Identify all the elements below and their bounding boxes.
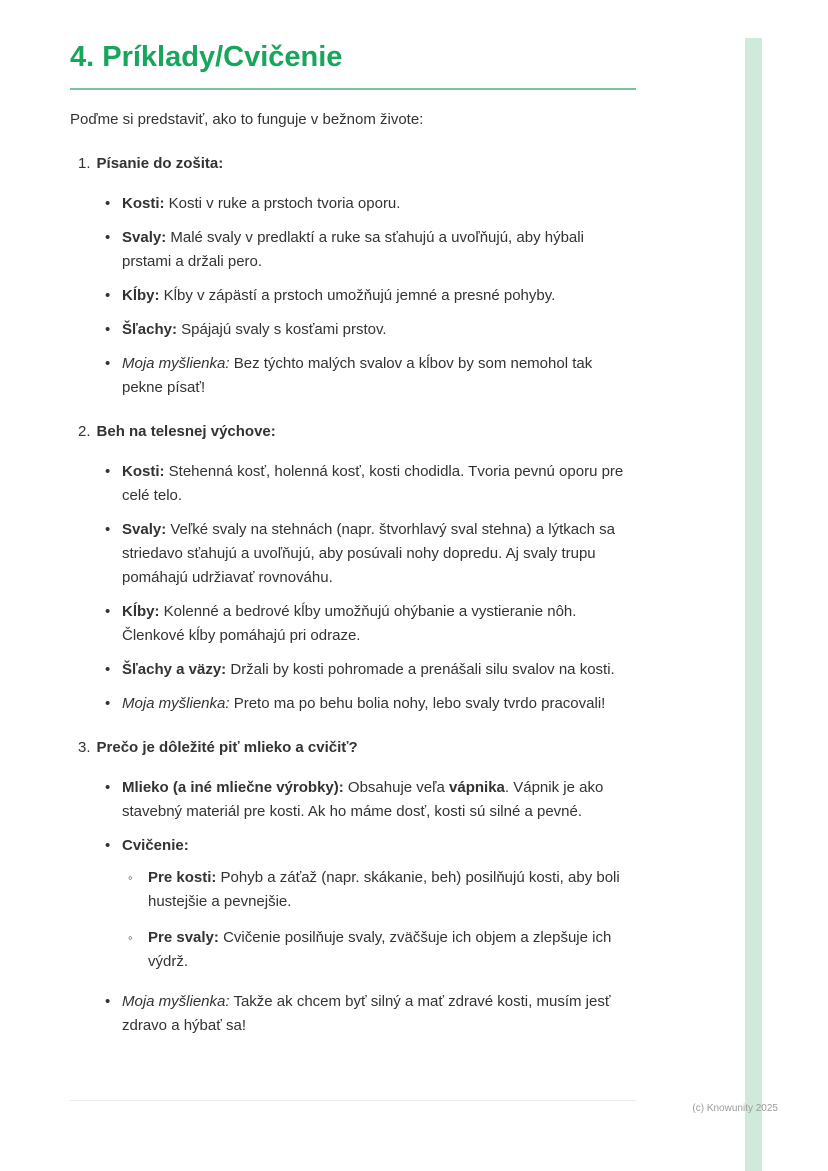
section-number: 3.	[78, 738, 91, 756]
bullet-text	[122, 518, 636, 590]
section-number: 1.	[78, 154, 91, 172]
list-item	[105, 192, 636, 216]
sub-bullet-icon: ◦	[128, 869, 133, 885]
bullet-icon: •	[105, 228, 111, 246]
sub-bullet-text	[148, 926, 636, 974]
bullet-icon: •	[105, 836, 111, 854]
bullet-label: Šľachy a väzy:	[122, 660, 227, 678]
bullet-icon: •	[105, 520, 111, 538]
bullet-icon: •	[105, 320, 111, 338]
bullet-icon: •	[105, 602, 111, 620]
bullet-label: Svaly:	[122, 520, 167, 538]
bullet-list	[70, 776, 636, 1038]
bullet-list	[70, 460, 636, 716]
bullet-icon: •	[105, 462, 111, 480]
document-content	[70, 40, 636, 1048]
bullet-label: Kĺby:	[122, 286, 160, 304]
section-title: Beh na telesnej výchove:	[96, 422, 276, 440]
bullet-text	[122, 658, 636, 682]
bullet-list	[70, 192, 636, 400]
section-title: Prečo je dôležité piť mlieko a cvičiť?	[96, 738, 358, 756]
bullet-label: Mlieko (a iné mliečne výrobky):	[122, 778, 344, 796]
bullet-text	[122, 352, 636, 400]
bullet-text	[122, 460, 636, 508]
bullet-body: Preto ma po behu bolia nohy, lebo svaly tvrdo pracovali!	[233, 694, 606, 712]
bullet-body: Spájajú svaly s kosťami prstov.	[181, 320, 387, 338]
sub-bullet-list	[122, 866, 636, 974]
sub-bullet-label: Pre kosti:	[148, 868, 217, 886]
bullet-body: Držali by kosti pohromade a prenášali silu svalov na kosti.	[230, 660, 615, 678]
bullet-icon: •	[105, 194, 111, 212]
title-underline	[70, 88, 636, 90]
sub-bullet-label: Pre svaly:	[148, 928, 219, 946]
bullet-body: Bez týchto malých svalov a kĺbov by som nemohol tak pekne písať!	[122, 354, 593, 396]
bullet-body: Takže ak chcem byť silný a mať zdravé kosti, musím jesť zdravo a hýbať sa!	[122, 992, 611, 1034]
list-item	[105, 284, 636, 308]
bullet-label: Šľachy:	[122, 320, 177, 338]
bullet-icon: •	[105, 992, 111, 1010]
bullet-label-italic: Moja myšlienka:	[122, 992, 230, 1010]
bullet-text	[122, 834, 636, 974]
list-item	[105, 226, 636, 274]
sub-bullet-icon: ◦	[128, 929, 133, 945]
list-item	[105, 692, 636, 716]
bullet-icon: •	[105, 778, 111, 796]
sub-list-item	[128, 926, 636, 974]
list-item	[105, 834, 636, 974]
bullet-label: Svaly:	[122, 228, 167, 246]
bullet-body: Kĺby v zápästí a prstoch umožňujú jemné a presné pohyby.	[163, 286, 556, 304]
bullet-body: Kosti v ruke a prstoch tvoria oporu.	[168, 194, 401, 212]
bullet-body: Veľké svaly na stehnách (napr. štvorhlavý sval stehna) a lýtkach sa striedavo sťahujú a uvoľňujú, aby posúvali nohy dopredu. Aj svaly trupu pomáhajú udržiavať rovnováhu.	[122, 520, 615, 586]
section-title: Písanie do zošita:	[96, 154, 224, 172]
section-1	[70, 152, 636, 400]
bullet-icon: •	[105, 286, 111, 304]
bullet-icon: •	[105, 354, 111, 372]
bullet-text	[122, 600, 636, 648]
section-heading	[70, 420, 636, 444]
bullet-text	[122, 776, 636, 824]
section-number: 2.	[78, 422, 91, 440]
section-3	[70, 736, 636, 1038]
bullet-body: Obsahuje veľa	[347, 778, 445, 796]
bullet-text	[122, 284, 636, 308]
sub-list-item	[128, 866, 636, 914]
bullet-text	[122, 226, 636, 274]
list-item	[105, 518, 636, 590]
bullet-label-italic: Moja myšlienka:	[122, 694, 230, 712]
bullet-text	[122, 692, 636, 716]
section-heading	[70, 152, 636, 176]
bullet-label: Kosti:	[122, 194, 165, 212]
list-item	[105, 460, 636, 508]
bullet-text	[122, 318, 636, 342]
bullet-body: Kolenné a bedrové kĺby umožňujú ohýbanie a vystieranie nôh. Členkové kĺby pomáhajú pri odraze.	[122, 602, 577, 644]
bullet-label: Cvičenie:	[122, 836, 189, 854]
sub-bullet-body: Cvičenie posilňuje svaly, zväčšuje ich objem a zlepšuje ich výdrž.	[148, 928, 612, 970]
list-item	[105, 776, 636, 824]
bullet-label: Kĺby:	[122, 602, 160, 620]
bullet-body: Malé svaly v predlaktí a ruke sa sťahujú a uvoľňujú, aby hýbali prstami a držali pero.	[122, 228, 584, 270]
right-accent-strip	[745, 38, 762, 1171]
list-item	[105, 658, 636, 682]
intro-text: Poďme si predstaviť, ako to funguje v bežnom živote:	[70, 110, 424, 128]
list-item	[105, 990, 636, 1038]
section-heading	[70, 736, 636, 760]
list-item	[105, 600, 636, 648]
sub-bullet-body: Pohyb a záťaž (napr. skákanie, beh) posilňujú kosti, aby boli hustejšie a pevnejšie.	[148, 868, 620, 910]
sub-bullet-text	[148, 866, 636, 914]
list-item	[105, 318, 636, 342]
bullet-label-italic: Moja myšlienka:	[122, 354, 230, 372]
section-2	[70, 420, 636, 716]
bullet-body: Stehenná kosť, holenná kosť, kosti chodidla. Tvoria pevnú oporu pre celé telo.	[122, 462, 624, 504]
bullet-text	[122, 990, 636, 1038]
bullet-icon: •	[105, 660, 111, 678]
footer-divider	[70, 1100, 636, 1101]
bullet-bold-word: vápnika	[449, 778, 505, 796]
bullet-icon: •	[105, 694, 111, 712]
bullet-body: . Vápnik je ako stavebný materiál pre kosti. Ak ho máme dosť, kosti sú silné a pevné.	[122, 778, 604, 820]
list-item	[105, 352, 636, 400]
bullet-text	[122, 192, 636, 216]
bullet-label: Kosti:	[122, 462, 165, 480]
footer-copyright: (c) Knowunity 2025	[692, 1103, 778, 1114]
page-title: 4. Príklady/Cvičenie	[70, 41, 343, 73]
